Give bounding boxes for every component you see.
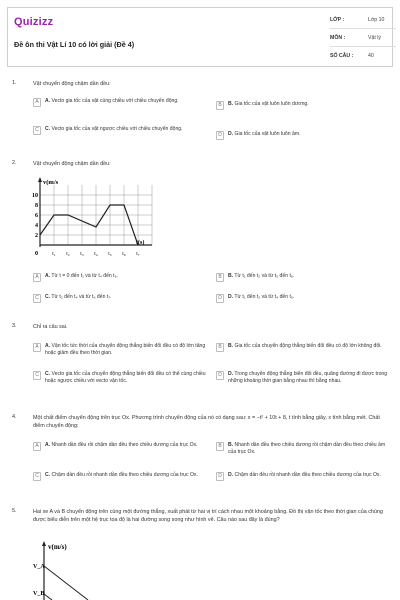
question-text: Vật chuyển động chậm dần đều:	[33, 81, 111, 87]
option-letter-badge: A	[33, 343, 41, 352]
option-label: D.	[228, 131, 234, 137]
y-tick: 8	[35, 203, 38, 209]
option-letter-badge: C	[33, 472, 41, 481]
y-axis-arrow	[38, 177, 42, 182]
label-vb: V_B	[33, 591, 45, 597]
question-text: Chỉ ra câu sai.	[33, 324, 68, 330]
option-text: Vecto gia tốc của vật ngược chiều với chiều chuyển động.	[51, 126, 183, 132]
option-letter-badge: D	[216, 371, 224, 380]
option-letter-badge: A	[33, 273, 41, 282]
option-label: B.	[228, 273, 234, 279]
option-label: B.	[228, 101, 234, 107]
x-tick: t₄	[94, 251, 98, 257]
question-text: Vật chuyển động chậm dần đều:	[33, 161, 111, 167]
label-va: V_A	[33, 564, 45, 570]
option-label: C.	[45, 294, 51, 300]
question-number: 1.	[12, 80, 17, 86]
option-text: Gia tốc của vật luôn luôn dương.	[234, 101, 309, 107]
quizizz-logo: Quizizz	[14, 16, 54, 28]
option-text: Vecto gia tốc của vật cùng chiều với chiều chuyển động.	[51, 98, 179, 104]
option-text: Nhanh dần đều rồi chậm dần đều theo chiều dương của trục Ox.	[51, 442, 198, 448]
y-tick: 6	[35, 213, 38, 219]
document-title: Đề ôn thi Vật Lí 10 có lời giải (Đề 4)	[14, 40, 135, 49]
option-letter-badge: D	[216, 472, 224, 481]
option-label: D.	[228, 294, 234, 300]
option-text: Gia tốc của vật luôn luôn âm.	[234, 131, 301, 137]
option-text: Từ t₁ đến t₂ và từ t₅ đến t₆.	[234, 273, 295, 279]
option-letter-badge: B	[216, 343, 224, 352]
x-tick: t₅	[108, 251, 112, 257]
x-tick: t₂	[66, 251, 70, 257]
y-tick: 2	[35, 233, 38, 239]
y-axis-label: v(m/s)	[48, 543, 67, 551]
option-letter-badge: B	[216, 101, 224, 110]
meta-grade-value: Lớp 10	[368, 17, 385, 23]
option-text: Gia tốc của chuyển động thẳng biến đổi đều có độ lớn không đổi.	[234, 343, 382, 349]
option-letter-badge: D	[216, 294, 224, 303]
option-letter-badge: D	[216, 131, 224, 140]
option-text: Nhanh dần đều theo chiều dương rồi chậm dần đều theo chiều âm của trục Ox.	[228, 442, 386, 455]
velocity-time-graph	[30, 175, 155, 263]
option-label: A.	[45, 343, 51, 349]
x-axis-label: t(s)	[136, 240, 145, 246]
option-letter-badge: C	[33, 126, 41, 135]
y-tick: 4	[35, 223, 38, 229]
two-cars-velocity-graph	[28, 540, 148, 600]
option-text: Trong chuyển động thẳng biến đổi đều, quãng đường đi được trong những khoảng thời gian bằng nhau thì bằng nhau.	[228, 371, 388, 384]
option-letter-badge: B	[216, 442, 224, 451]
option-text: Chậm dần đều rồi nhanh dần đều theo chiều dương của trục Ox.	[51, 472, 198, 478]
line-b	[44, 594, 52, 600]
option-text: Từ t = 0 đến t₁ và từ t₄ đến t₅.	[51, 273, 119, 279]
y-tick: 10	[32, 193, 38, 199]
question-number: 2.	[12, 160, 17, 166]
y-axis-arrow	[42, 541, 46, 546]
option-letter-badge: B	[216, 273, 224, 282]
x-tick: t₃	[80, 251, 84, 257]
option-label: D.	[228, 472, 234, 478]
option-label: C.	[45, 126, 51, 132]
option-text: Vận tốc tức thời của chuyển động thẳng biến đổi đều có độ lớn tăng hoặc giảm đều theo thời gian.	[45, 343, 206, 356]
x-tick: t₁	[52, 251, 56, 257]
meta-count-value: 40	[368, 53, 374, 59]
option-label: D.	[228, 371, 234, 377]
option-letter-badge: C	[33, 371, 41, 380]
question-number: 5.	[12, 508, 17, 514]
option-label: A.	[45, 98, 51, 104]
meta-subject-key: MÔN :	[330, 35, 346, 41]
option-letter-badge: A	[33, 442, 41, 451]
x-tick: t₆	[122, 251, 126, 257]
meta-grade-key: LỚP :	[330, 17, 345, 23]
y-tick: 0	[35, 251, 38, 257]
question-text: Một chất điểm chuyển động trên trục Ox. Phương trình chuyển động của nó có dạng sau: x = −t² + 10t + 8, t tính bằng giây, x tính bằng mét. Chất điểm chuyển động:	[33, 415, 380, 429]
question-text: Hai xe A và B chuyển động trên cùng một đường thẳng, xuất phát từ hai vị trí cách nhau một khoảng bằng. Đồ thị vận tốc theo thời gian của chúng được biểu diễn trên một hệ trục tọa độ là hai đường song song như hình vẽ. Câu nào sau đây là đúng?	[33, 509, 383, 523]
option-label: C.	[45, 371, 51, 377]
option-label: A.	[45, 273, 51, 279]
line-a	[44, 566, 88, 600]
meta-divider	[330, 28, 396, 29]
option-label: A.	[45, 442, 51, 448]
option-label: B.	[228, 442, 234, 448]
option-text: Từ t₁ đến t₂ và từ t₄ đến t₅.	[234, 294, 295, 300]
meta-count-key: SỐ CÂU :	[330, 53, 354, 59]
question-number: 4.	[12, 414, 17, 420]
option-label: B.	[228, 343, 234, 349]
x-tick: t₇	[136, 251, 140, 257]
option-text: Vecto gia tốc của chuyển động thẳng biến đổi đều có thể cùng chiều hoặc ngược chiều với vecto vận tốc.	[45, 371, 206, 384]
option-letter-badge: C	[33, 294, 41, 303]
y-axis-label: v(m/s	[43, 179, 59, 186]
option-text: Từ t₂ đến t₄ và từ t₆ đến t₇.	[51, 294, 112, 300]
option-label: C.	[45, 472, 51, 478]
meta-subject-value: Vật lý	[368, 35, 381, 41]
question-number: 3.	[12, 323, 17, 329]
document-header	[7, 7, 393, 67]
meta-divider	[330, 46, 396, 47]
option-letter-badge: A	[33, 98, 41, 107]
option-text: Chậm dần đều rồi nhanh dần đều theo chiều dương của trục Ox.	[234, 472, 381, 478]
